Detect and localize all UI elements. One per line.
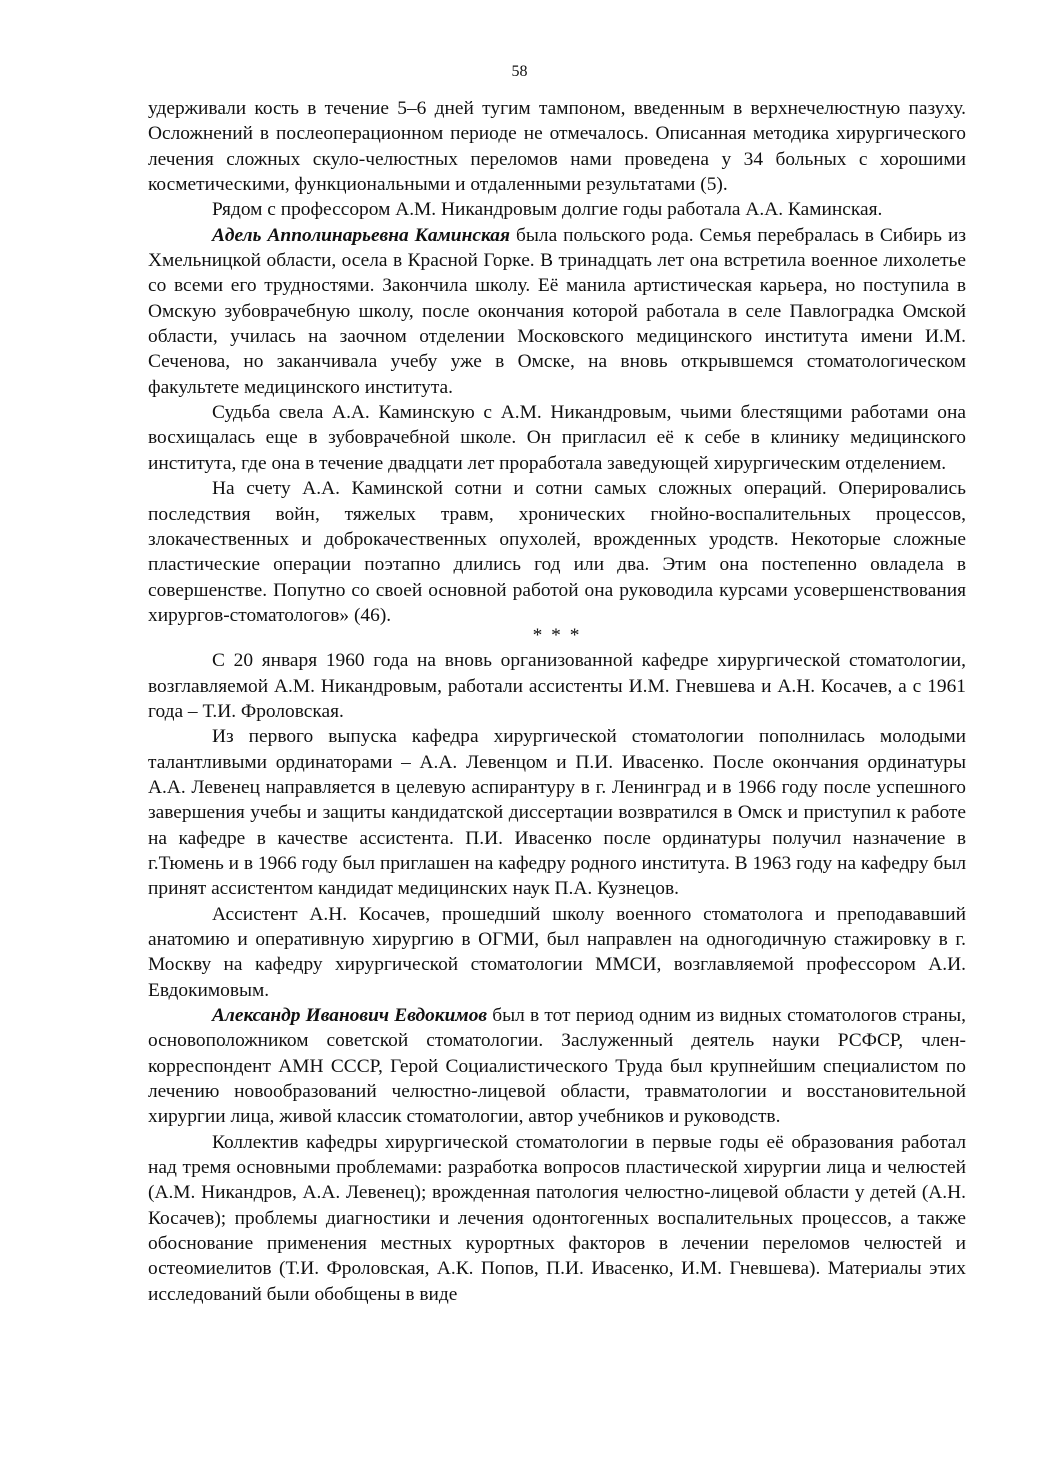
paragraph-department-1960 xyxy=(148,648,966,724)
section-separator: * * * xyxy=(532,625,582,647)
paragraph-kaminskaya-biography xyxy=(148,223,966,400)
paragraph-text: С 20 января 1960 года на вновь организованной кафедре хирургической стоматологии, возглавляемой А.М. Никандровым, работали ассистенты И.М. Гневшева и А.Н. Косачев, а с 1961 года – Т.И. Фроловская. xyxy=(148,650,966,722)
paragraph-kosachev xyxy=(148,902,966,1003)
paragraph-text: На счету А.А. Каминской сотни и сотни самых сложных операций. Оперировались последствия войн, тяжелых травм, хронических гнойно-воспалительных процессов, злокачественных и доброкачественных опухолей, врожденных уродств. Некоторые сложные пластические операции поэтапно длились год или два. Этим она постепенно овладела в совершенстве. Попутно со своей основной работой она руководила курсами усовершенствования хирургов-стоматологов» (46). xyxy=(148,478,966,626)
paragraph-text: была польского рода. Семья перебралась в Сибирь из Хмельницкой области, осела в Красной Горке. В тринадцать лет она встретила военное лихолетье со всеми его трудностями. Закончила школу. Её манила артистическая карьера, но поступила в Омскую зубоврачебную школу, после окончания которой работала в селе Павлоградка Омской области, училась на заочном отделении Московского медицинского института имени И.М. Сеченова, но заканчивала учебу уже в Омске, на вновь открывшемся стоматологическом факультете медицинского института. xyxy=(148,224,966,398)
document-body xyxy=(148,96,966,1307)
paragraph-text: был в тот период одним из видных стоматологов страны, основоположником советской стоматологии. Заслуженный деятель науки РСФСР, член-корреспондент АМН СССР, Герой Социалистического Труда был крупнейшим специалистом по лечению новообразований челюстно-лицевой области, травматологии и восстановительной хирургии лица, живой классик стоматологии, автор учебников и руководств. xyxy=(148,1005,966,1128)
person-name-kaminskaya: Адель Апполинарьевна Каминская xyxy=(212,224,510,246)
paragraph-text: Ассистент А.Н. Косачев, прошедший школу военного стоматолога и преподававший анатомию и оперативную хирургию в ОГМИ, был направлен на одногодичную стажировку в г. Москву на кафедру хирургической стоматологии ММСИ, возглавляемой профессором А.И. Евдокимовым. xyxy=(148,903,966,1001)
paragraph-text: Коллектив кафедры хирургической стоматологии в первые годы её образования работал над тремя основными проблемами: разработка вопросов пластической хирургии лица и челюстей (А.М. Никандров, А.А. Левенец); врожденная патология челюстно-лицевой области у детей (А.Н. Косачев); проблемы диагностики и лечения одонтогенных воспалительных процессов, а также обоснование применения местных курортных факторов в лечении переломов челюстей и остеомиелитов (Т.И. Фроловская, А.К. Попов, П.И. Ивасенко, И.М. Гневшева). Материалы этих исследований были обобщены в виде xyxy=(148,1131,966,1305)
paragraph-text: Судьба свела А.А. Каминскую с А.М. Никандровым, чьими блестящими работами она восхищалась еще в зубоврачебной школе. Он пригласил её к себе в клинику медицинского института, где она в течение двадцати лет проработала заведующей хирургическим отделением. xyxy=(148,402,966,474)
paragraph-surgery-method xyxy=(148,96,966,197)
paragraph-text: Из первого выпуска кафедра хирургической стоматологии пополнилась молодыми талантливыми ординаторами – А.А. Левенцом и П.И. Ивасенко. После окончания ординатуры А.А. Левенец направляется в целевую аспирантуру в г. Ленинград и в 1966 году после успешного завершения учебы и защиты кандидатской диссертации возвратился в Омск и приступил к работе на кафедре в качестве ассистента. П.И. Ивасенко после ординатуры получил назначение в г.Тюмень и в 1966 году был приглашен на кафедру родного института. В 1963 году на кафедру был принят ассистентом кандидат медицинских наук П.А. Кузнецов. xyxy=(148,726,966,900)
page-number: 58 xyxy=(511,63,528,80)
paragraph-first-graduates xyxy=(148,724,966,901)
paragraph-kaminskaya-intro xyxy=(148,197,966,222)
paragraph-kaminskaya-operations xyxy=(148,476,966,628)
paragraph-text: Рядом с профессором А.М. Никандровым долгие годы работала А.А. Каминская. xyxy=(212,199,883,221)
paragraph-evdokimov xyxy=(148,1003,966,1130)
person-name-evdokimov: Александр Иванович Евдокимов xyxy=(212,1005,488,1027)
paragraph-text: удерживали кость в течение 5–6 дней тугим тампоном, введенным в верхнечелюстную пазуху. Осложнений в послеоперационном периоде не отмечалось. Описанная методика хирургического лечения сложных скуло-челюстных переломов нами проведена у 34 больных с хорошими косметическими, функциональными и отдаленными результатами (5). xyxy=(148,98,966,196)
paragraph-research-problems xyxy=(148,1130,966,1307)
paragraph-kaminskaya-clinic xyxy=(148,400,966,476)
